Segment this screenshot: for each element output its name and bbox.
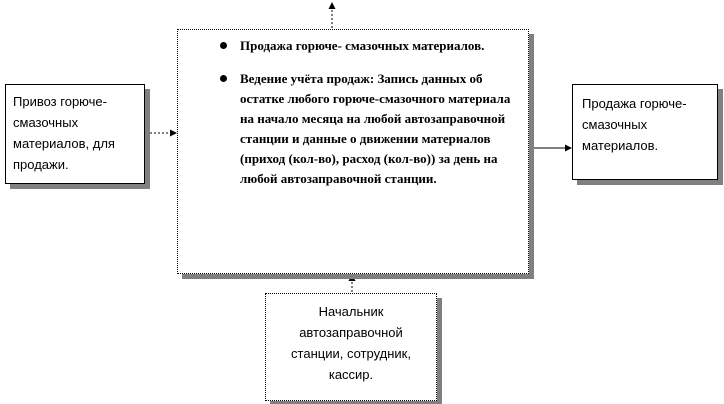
input-box-text: Привоз горюче-смазочных материалов, для продажи. (13, 94, 115, 172)
process-item-text: Продажа горюче- смазочных материалов. (240, 38, 485, 53)
bullet-icon (220, 75, 227, 82)
output-box-text: Продажа горюче-смазочных материалов. (582, 96, 687, 153)
output-box (572, 84, 718, 180)
process-item (240, 69, 518, 189)
bullet-icon (220, 42, 227, 49)
process-item (240, 36, 518, 56)
input-box (5, 84, 145, 184)
mechanism-box (265, 293, 437, 401)
mechanism-box-text: Начальник автозаправочной станции, сотрудник, кассир. (291, 304, 411, 382)
process-item-text: Ведение учёта продаж: Запись данных об остатке любого горюче-смазочного материала на начало месяца на любой автозаправочной станции и данные о движении материалов (приход (кол-во), расход (кол-во)) за день на любой автозаправочной станции. (240, 71, 511, 186)
process-box (177, 29, 529, 274)
